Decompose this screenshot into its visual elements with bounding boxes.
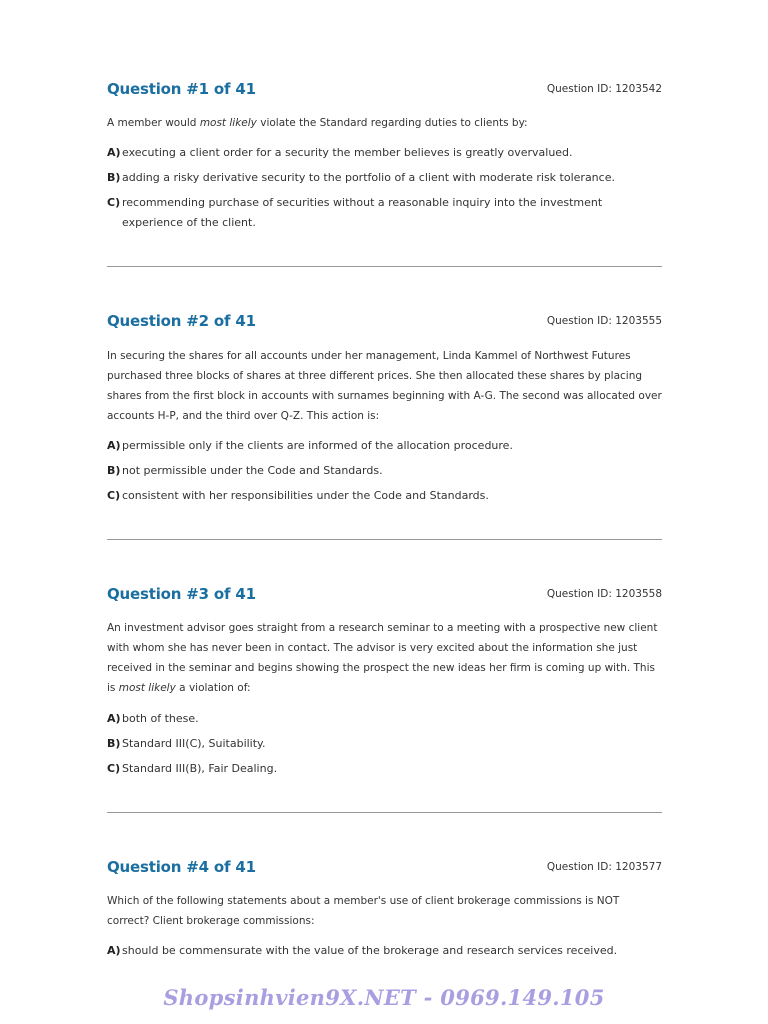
question-header (107, 312, 662, 334)
question-id: Question ID: 1203558 (546, 588, 662, 600)
question-id: Question ID: 1203555 (546, 315, 662, 327)
answer-list (107, 941, 662, 961)
answer-list (107, 709, 662, 779)
question-divider (107, 812, 662, 813)
answer-list (107, 143, 662, 233)
answer-option-b[interactable]: B) Standard III(C), Suitability. (107, 737, 266, 750)
question-block-2 (107, 312, 662, 506)
answer-option-b[interactable]: B) adding a risky derivative security to the portfolio of a client with moderate risk tolerance. (107, 171, 615, 184)
answer-option-a[interactable]: A) executing a client order for a security the member believes is greatly overvalued. (107, 146, 573, 159)
question-divider (107, 266, 662, 267)
question-stem: In securing the shares for all accounts under her management, Linda Kammel of Northwest Futures purchased three blocks of shares at three different prices. She then allocated these shares by placing shares from the first block in accounts with surnames beginning with A-G. The second was allocated over accounts H-P, and the third over Q-Z. This action is: (107, 350, 662, 422)
question-title: Question #4 of 41 (107, 858, 256, 876)
question-header (107, 858, 662, 880)
question-title: Question #2 of 41 (107, 312, 256, 330)
question-id: Question ID: 1203542 (546, 83, 662, 95)
answer-option-a[interactable]: A) permissible only if the clients are informed of the allocation procedure. (107, 439, 513, 452)
question-block-4 (107, 858, 662, 961)
answer-option-a[interactable]: A) should be commensurate with the value of the brokerage and research services received. (107, 944, 618, 957)
question-title: Question #3 of 41 (107, 585, 256, 603)
answer-option-c[interactable]: C) Standard III(B), Fair Dealing. (107, 762, 278, 775)
question-block-1 (107, 80, 662, 233)
answer-option-b[interactable]: B) not permissible under the Code and Standards. (107, 464, 383, 477)
answer-option-a[interactable]: A) both of these. (107, 712, 199, 725)
question-stem: A member would most likely violate the Standard regarding duties to clients by: (107, 117, 528, 129)
question-block-3 (107, 585, 662, 779)
answer-option-c[interactable]: C) recommending purchase of securities without a reasonable inquiry into the investment experience of the client. (107, 196, 603, 229)
question-header (107, 80, 662, 102)
question-divider (107, 539, 662, 540)
question-header (107, 585, 662, 607)
question-stem: Which of the following statements about a member's use of client brokerage commissions is NOT correct? Client brokerage commissions: (107, 895, 620, 927)
answer-option-c[interactable]: C) consistent with her responsibilities under the Code and Standards. (107, 489, 489, 502)
answer-list (107, 436, 662, 506)
question-id: Question ID: 1203577 (546, 861, 662, 873)
watermark-text: Shopsinhvien9X.NET - 0969.149.105 (163, 985, 605, 1010)
question-stem: An investment advisor goes straight from a research seminar to a meeting with a prospective new client with whom she has never been in contact. The advisor is very excited about the information she just received in the seminar and begins showing the prospect the new ideas her firm is coming up with. This is most likely a violation of: (107, 622, 658, 694)
question-title: Question #1 of 41 (107, 80, 256, 98)
